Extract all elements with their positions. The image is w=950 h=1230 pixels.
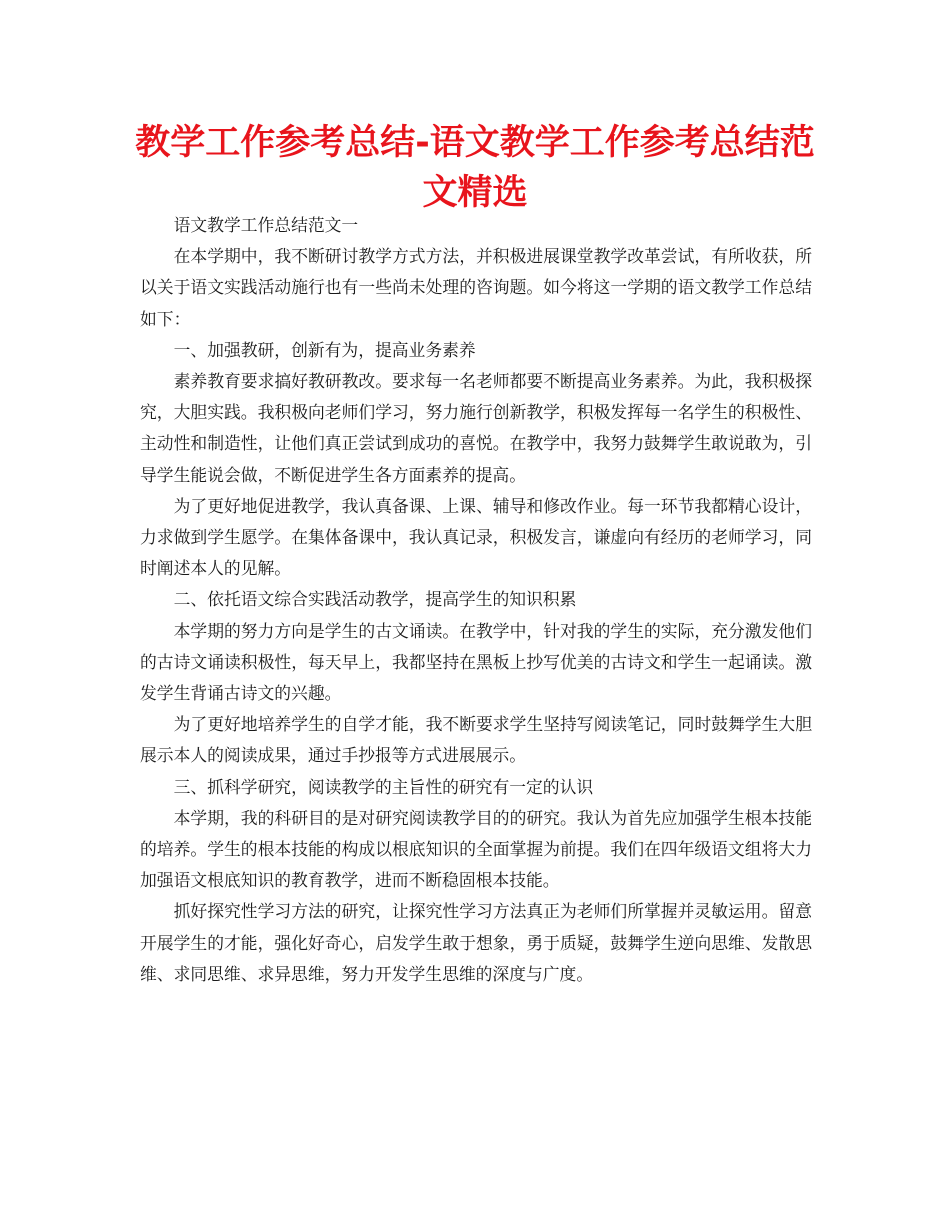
paragraph: 素养教育要求搞好教研教改。要求每一名老师都要不断提高业务素养。为此，我积极探究，大胆实践。我积极向老师们学习，努力施行创新教学，积极发挥每一名学生的积极性、主动性和制造性，让他们真正尝试到成功的喜悦。在教学中，我努力鼓舞学生敢说敢为，引导学生能说会做，不断促进学生各方面素养的提高。 bbox=[140, 371, 812, 485]
paragraph-intro: 在本学期中，我不断研讨教学方式方法，并积极进展课堂教学改革尝试，有所收获，所以关于语文实践活动施行也有一些尚未处理的咨询题。如今将这一学期的语文教学工作总结如下： bbox=[140, 246, 812, 329]
paragraph: 为了更好地培养学生的自学才能，我不断要求学生坚持写阅读笔记，同时鼓舞学生大胆展示本人的阅读成果，通过手抄报等方式进展展示。 bbox=[140, 714, 812, 766]
document-title: 教学工作参考总结-语文教学工作参考总结范文精选 bbox=[135, 123, 815, 213]
document-body bbox=[140, 210, 812, 990]
paragraph: 抓好探究性学习方法的研究，让探究性学习方法真正为老师们所掌握并灵敏运用。留意开展学生的才能，强化好奇心，启发学生敢于想象，勇于质疑，鼓舞学生逆向思维、发散思维、求同思维、求异思维，努力开发学生思维的深度与广度。 bbox=[140, 901, 812, 984]
section-heading-3: 三、抓科学研究，阅读教学的主旨性的研究有一定的认识 bbox=[173, 776, 594, 797]
section-heading-2: 二、依托语文综合实践活动教学，提高学生的知识积累 bbox=[173, 589, 577, 610]
paragraph-subtitle: 语文教学工作总结范文一 bbox=[173, 215, 359, 235]
paragraph: 本学期，我的科研目的是对研究阅读教学目的的研究。我认为首先应加强学生根本技能的培养。学生的根本技能的构成以根底知识的全面掌握为前提。我们在四年级语文组将大力加强语文根底知识的教育教学，进而不断稳固根本技能。 bbox=[140, 807, 812, 891]
paragraph: 为了更好地促进教学，我认真备课、上课、辅导和修改作业。每一环节我都精心设计，力求做到学生愿学。在集体备课中，我认真记录，积极发言，谦虚向有经历的老师学习，同时阐述本人的见解。 bbox=[140, 495, 812, 579]
section-heading-1: 一、加强教研，创新有为，提高业务素养 bbox=[173, 339, 476, 360]
paragraph: 本学期的努力方向是学生的古文诵读。在教学中，针对我的学生的实际，充分激发他们的古诗文诵读积极性，每天早上，我都坚持在黑板上抄写优美的古诗文和学生一起诵读。激发学生背诵古诗文的兴趣。 bbox=[140, 620, 812, 704]
